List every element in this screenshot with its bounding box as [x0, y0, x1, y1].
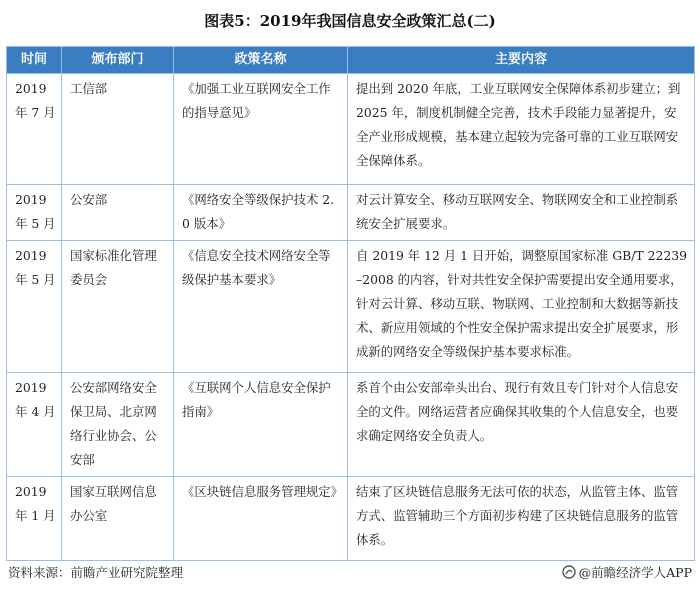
cell-policy: 《加强工业互联网安全工作的指导意见》 [174, 74, 348, 185]
cell-year: 2019 [15, 484, 47, 499]
page-title: 图表5：2019年我国信息安全政策汇总(二) [204, 12, 496, 30]
cell-policy: 《信息安全技术网络安全等级保护基本要求》 [174, 241, 348, 373]
cell-policy: 《区块链信息服务管理规定》 [174, 477, 348, 561]
table-row [7, 185, 695, 241]
cell-time [7, 185, 62, 241]
cell-month: 年 5 月 [15, 272, 56, 287]
cell-content: 对云计算安全、移动互联网安全、物联网安全和工业控制系统安全扩展要求。 [348, 185, 695, 241]
cell-dept: 国家标准化管理委员会 [62, 241, 174, 373]
cell-content: 自 2019 年 12 月 1 日开始，调整原国家标准 GB/T 22239–2008 的内容，针对共性安全保护需要提出安全通用要求，针对云计算、移动互联、物联网、工业控制和大数据等新技术、新应用领域的个性安全保护需求提出安全扩展要求，形成新的网络安全等级保护基本要求标准。 [348, 241, 695, 373]
cell-content: 结束了区块链信息服务无法可依的状态，从监管主体、监管方式、监管辅助三个方面初步构建了区块链信息服务的监管体系。 [348, 477, 695, 561]
cell-dept: 公安部 [62, 185, 174, 241]
brand-text: @前瞻经济学人APP [578, 565, 692, 580]
cell-year: 2019 [15, 248, 47, 263]
cell-month: 年 7 月 [15, 105, 56, 120]
cell-year: 2019 [15, 380, 47, 395]
header-content: 主要内容 [348, 47, 695, 74]
source-note: 资料来源：前瞻产业研究院整理 [8, 565, 184, 580]
cell-policy: 《网络安全等级保护技术 2.0 版本》 [174, 185, 348, 241]
cell-year: 2019 [15, 192, 47, 207]
cell-month: 年 1 月 [15, 508, 56, 523]
brand-credit [562, 563, 692, 581]
cell-dept: 公安部网络安全保卫局、北京网络行业协会、公安部 [62, 373, 174, 477]
header-time: 时间 [7, 47, 62, 74]
qianzhan-logo-icon [562, 565, 576, 579]
table-row [7, 477, 695, 561]
table-row [7, 373, 695, 477]
policy-table [6, 46, 695, 561]
cell-time [7, 241, 62, 373]
cell-time [7, 477, 62, 561]
table-row [7, 74, 695, 185]
cell-time [7, 74, 62, 185]
table-row [7, 241, 695, 373]
cell-time [7, 373, 62, 477]
table-header-row [7, 47, 695, 74]
cell-content: 系首个由公安部牵头出台、现行有效且专门针对个人信息安全的文件。网络运营者应确保其收集的个人信息安全，也要求确定网络安全负责人。 [348, 373, 695, 477]
cell-month: 年 4 月 [15, 404, 56, 419]
header-policy: 政策名称 [174, 47, 348, 74]
cell-policy: 《互联网个人信息安全保护指南》 [174, 373, 348, 477]
cell-content: 提出到 2020 年底，工业互联网安全保障体系初步建立；到 2025 年，制度机制健全完善，技术手段能力显著提升，安全产业形成规模，基本建立起较为完备可靠的工业互联网安全保障体系。 [348, 74, 695, 185]
header-dept: 颁布部门 [62, 47, 174, 74]
cell-dept: 国家互联网信息办公室 [62, 477, 174, 561]
cell-dept: 工信部 [62, 74, 174, 185]
cell-month: 年 5 月 [15, 216, 56, 231]
cell-year: 2019 [15, 81, 47, 96]
